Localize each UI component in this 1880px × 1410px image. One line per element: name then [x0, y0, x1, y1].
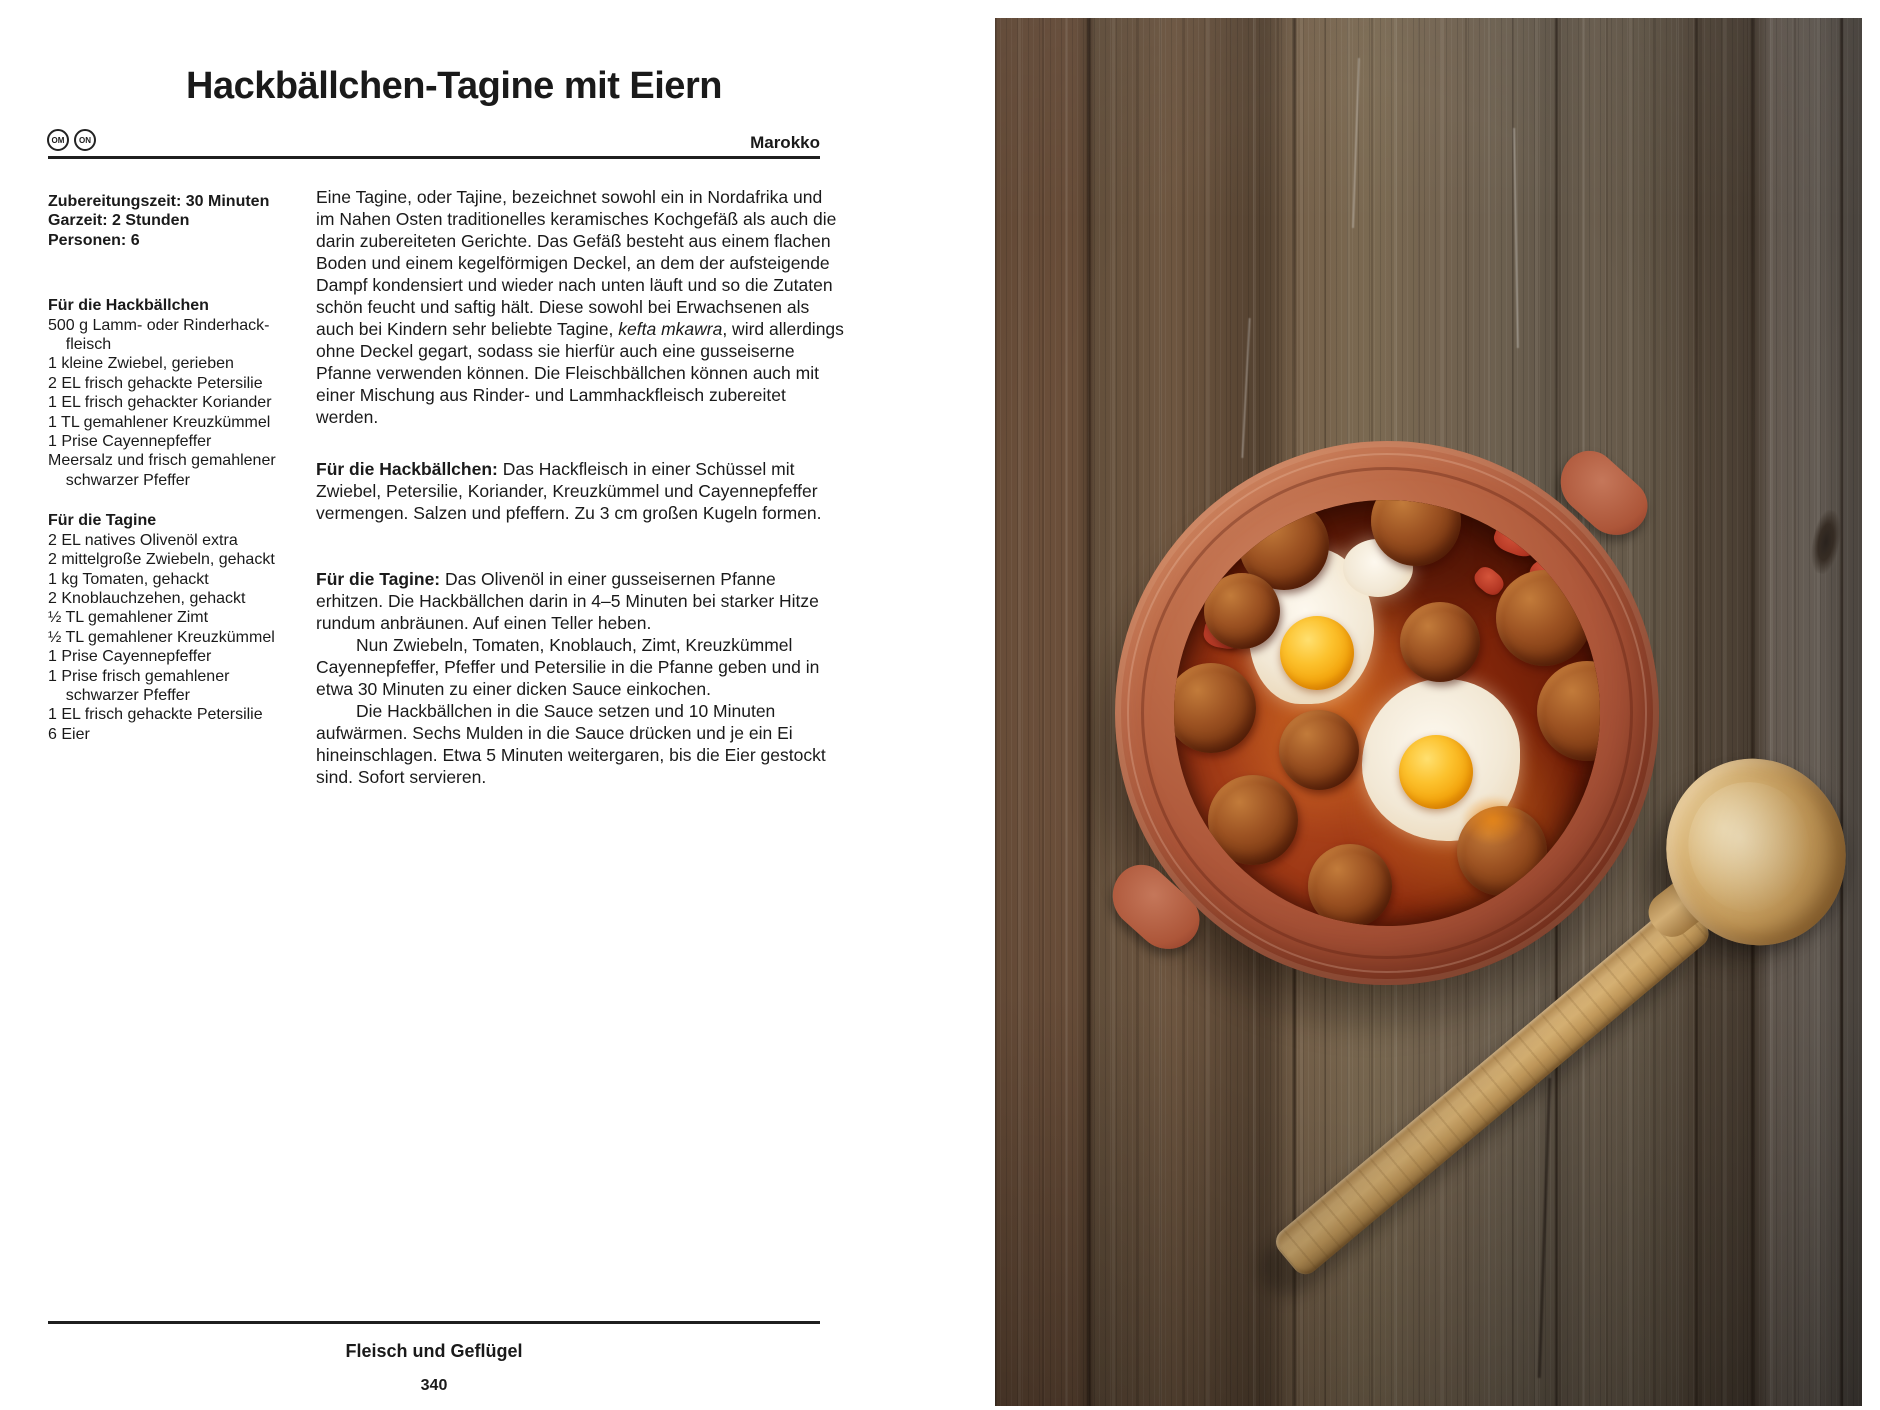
ingredients-heading-tagine: Für die Tagine [48, 512, 157, 530]
ingredient-line: 1 Prise frisch gemahlener [48, 667, 230, 685]
ingredient-line: 1 kg Tomaten, gehackt [48, 570, 209, 588]
step-tagine [316, 568, 844, 634]
ingredient-line: 2 EL frisch gehackte Petersilie [48, 374, 263, 392]
cook-time: Garzeit: 2 Stunden [48, 212, 190, 230]
step-meatballs [316, 458, 844, 524]
step-eggs: Die Hackbällchen in die Sauce setzen und 10 Minuten aufwärmen. Sechs Mulden in die Sauce drücken und je ein Ei hineinschlagen. Etwa 5 Minuten weitergaren, bis die Eier gestockt sind. Sofort servieren. [316, 701, 826, 787]
ingredient-line: 1 TL gemahlener Kreuzkümmel [48, 413, 271, 431]
step-lead: Für die Tagine: [316, 569, 441, 589]
recipe-photo [995, 18, 1862, 1406]
chapter-label: Fleisch und Geflügel [345, 1341, 523, 1361]
ingredient-line: ½ TL gemahlener Zimt [48, 609, 209, 627]
ingredient-line: 1 Prise Cayennepfeffer [48, 433, 212, 451]
intro-text: Eine Tagine, oder Tajine, bezeichnet sowohl ein in Nordafrika und im Nahen Osten traditionelles keramisches Kochgefäß als auch die darin zubereiteten Gerichte. Das Gefäß besteht aus einem flachen Boden und einem kegelförmigen Deckel, an dem der aufsteigende Dampf kondensiert und wieder nach unten läuft und so die Zutaten schön feucht und saftig hält. Diese sowohl bei Erwachsenen als auch bei Kindern sehr beliebte Tagine, [316, 187, 837, 339]
step-text: Das Olivenöl in einer gusseisernen Pfanne erhitzen. Die Hackbällchen darin in 4–5 Minuten bei starker Hitze rundum anbräunen. Auf einen Teller heben. [316, 569, 819, 633]
method-column [316, 186, 844, 788]
servings: Personen: 6 [48, 231, 140, 249]
header-rule [48, 156, 820, 159]
spacer [48, 250, 324, 296]
region-label: Marokko [750, 133, 820, 152]
page-number: 340 [420, 1377, 448, 1394]
spacer [48, 490, 324, 511]
ingredient-line: 1 EL frisch gehackte Petersilie [48, 706, 263, 724]
ingredients-column [48, 192, 324, 744]
ingredient-line: fleisch [48, 336, 112, 354]
ingredient-line: Meersalz und frisch gemahlener [48, 452, 276, 470]
ingredient-line: 2 Knoblauchzehen, gehackt [48, 589, 246, 607]
step-lead: Für die Hackbällchen: [316, 459, 498, 479]
photo-vignette [995, 18, 1862, 1406]
ingredient-line: 1 Prise Cayennepfeffer [48, 648, 212, 666]
ingredient-line: 2 EL natives Olivenöl extra [48, 531, 238, 549]
ingredient-line: 2 mittelgroße Zwiebeln, gehackt [48, 551, 275, 569]
step-text: Das Hackfleisch in einer Schüssel mit Zwiebel, Petersilie, Koriander, Kreuzkümmel und Cayennepfeffer vermengen. Salzen und pfeffern. Zu 3 cm großen Kugeln formen. [316, 459, 822, 523]
ingredient-line: schwarzer Pfeffer [48, 471, 190, 489]
ingredient-line: schwarzer Pfeffer [48, 686, 190, 704]
ingredient-line: 1 EL frisch gehackter Koriander [48, 394, 272, 412]
page-title: Hackbällchen-Tagine mit Eiern [186, 65, 722, 108]
badge-on-icon: ON [74, 129, 96, 151]
step-sauce: Nun Zwiebeln, Tomaten, Knoblauch, Zimt, Kreuzkümmel Cayennepfeffer, Pfeffer und Petersilie in die Pfanne geben und in etwa 30 Minuten zu einer dicken Sauce einkochen. [316, 635, 820, 699]
ingredient-line: 500 g Lamm- oder Rinderhack- [48, 316, 270, 334]
dish-name-italic: kefta mkawra [618, 319, 723, 339]
ingredient-line: 1 kleine Zwiebel, gerieben [48, 355, 234, 373]
footer-rule [48, 1321, 820, 1324]
badge-om-icon: OM [47, 129, 69, 151]
ingredient-line: 6 Eier [48, 725, 90, 743]
ingredients-heading-meatballs: Für die Hackbällchen [48, 297, 209, 315]
prep-time: Zubereitungszeit: 30 Minuten [48, 193, 270, 210]
intro-paragraph [316, 186, 844, 428]
intro-text-cont: , wird allerdings ohne Deckel gegart, sodass sie hierfür auch eine gusseiserne Pfanne verwenden können. Die Fleischbällchen können auch mit einer Mischung aus Rinder- und Lammhackfleisch zubereitet werden. [316, 319, 844, 427]
ingredient-line: ½ TL gemahlener Kreuzkümmel [48, 628, 275, 646]
